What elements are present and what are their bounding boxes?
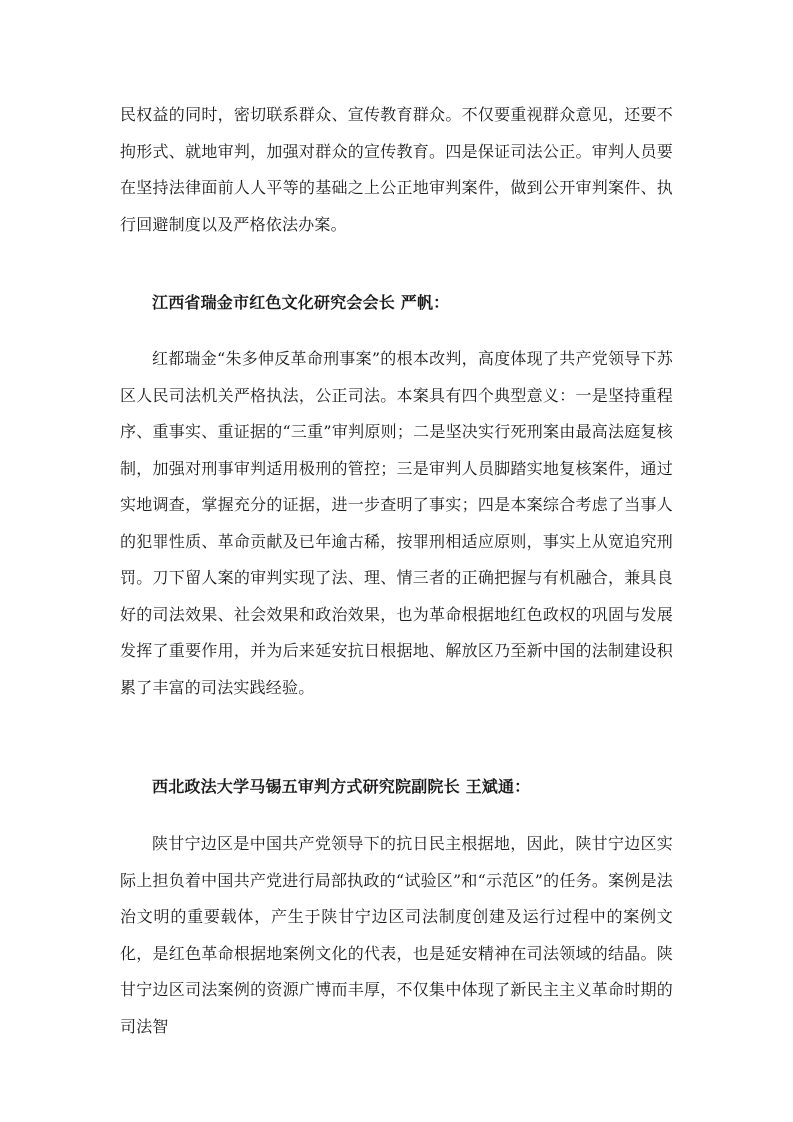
paragraph-yan-fan-statement: 红都瑞金“朱多伸反革命刑事案”的根本改判，高度体现了共产党领导下苏区人民司法机关严格执法，公正司法。本案具有四个典型意义：一是坚持重程序、重事实、重证据的“三重”审判原则；二是坚决实行死刑案由最高法庭复核制，加强对刑事审判适用极刑的管控；三是审判人员脚踏实地复核案件，通过实地调查，掌握充分的证据，进一步查明了事实；四是本案综合考虑了当事人的犯罪性质、革命贡献及已年逾古稀，按罪刑相适应原则，事实上从宽追究刑罚。刀下留人案的审判实现了法、理、情三者的正确把握与有机融合，兼具良好的司法效果、社会效果和政治效果，也为革命根据地红色政权的巩固与发展发挥了重要作用，并为后来延安抗日根据地、解放区乃至新中国的法制建设积累了丰富的司法实践经验。 (120, 349, 673, 697)
speaker-heading-yan-fan: 江西省瑞金市红色文化研究会会长 严帆： (152, 293, 450, 312)
paragraph-continuation: 民权益的同时，密切联系群众、宣传教育群众。不仅要重视群众意见，还要不拘形式、就地审判，加强对群众的宣传教育。四是保证司法公正。审判人员要在坚持法律面前人人平等的基础之上公正地审判案件，做到公开审判案件、执行回避制度以及严格依法办案。 (120, 105, 673, 234)
speaker-heading-wang-bintong: 西北政法大学马锡五审判方式研究院副院长 王斌通： (152, 777, 531, 796)
paragraph-wang-bintong-statement: 陕甘宁边区是中国共产党领导下的抗日民主根据地，因此，陕甘宁边区实际上担负着中国共产党进行局部执政的“试验区”和“示范区”的任务。案例是法治文明的重要载体，产生于陕甘宁边区司法制度创建及运行过程中的案例文化，是红色革命根据地案例文化的代表，也是延安精神在司法领域的结晶。陕甘宁边区司法案例的资源广博而丰厚，不仅集中体现了新民主主义革命时期的司法智 (120, 834, 673, 1036)
